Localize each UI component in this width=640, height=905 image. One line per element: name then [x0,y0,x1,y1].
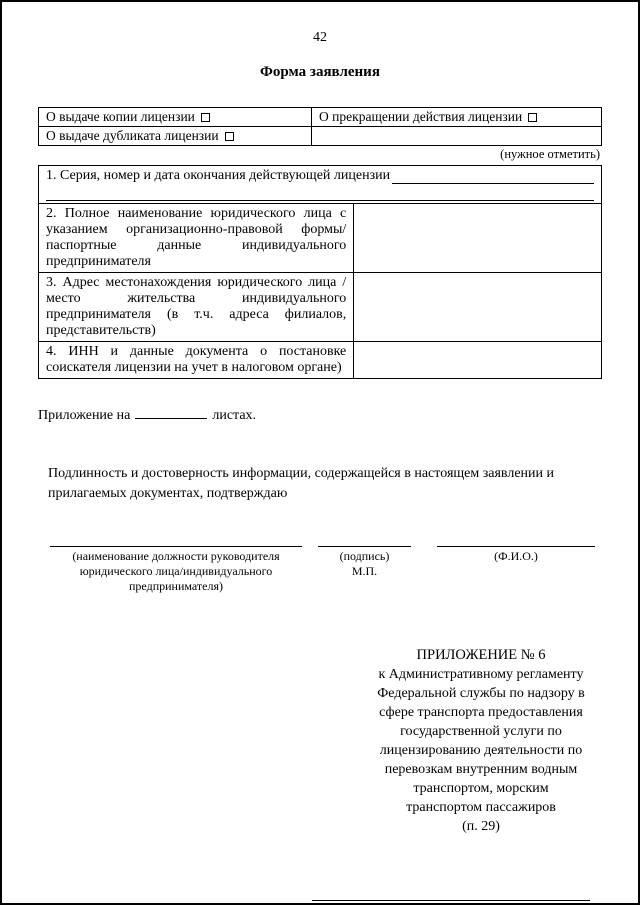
option-duplicate-label: О выдаче дубликата лицензии [46,128,219,143]
appendix-line: лицензированию деятельности по [379,743,583,758]
signature-block-name [437,546,595,594]
appendix-title: ПРИЛОЖЕНИЕ № 6 [416,647,546,663]
form-title: Форма заявления [260,64,380,80]
bottom-blank-line[interactable] [312,900,590,901]
signature-block-sign [318,546,411,594]
table-row [39,342,602,379]
checkbox-copy-license[interactable] [201,113,210,122]
option-copy-cell [39,108,312,127]
application-fields-table [38,165,602,379]
table-row [39,204,602,273]
field-license-series-label: 1. Серия, номер и дата окончания действующей лицензии [46,168,391,183]
blank-fill-line[interactable] [392,169,594,184]
appendix-line: транспортом, морским [413,781,549,796]
table-row [39,108,602,127]
signature-line-name[interactable] [437,546,595,547]
table-row [39,273,602,342]
checkbox-termination-license[interactable] [528,113,537,122]
appendix-line: перевозкам внутренним водным [384,762,578,777]
field-label-address: 3. Адрес местонахождения юридического лица / место жительства индивидуального предпринимателя (в т.ч. адреса филиалов, представительств) [39,273,354,342]
attachment-suffix: листах. [212,408,257,423]
field-label-inn: 4. ИНН и данные документа о постановке соискателя лицензии на учет в налоговом органе) [39,342,354,379]
page-number: 42 [313,30,327,45]
option-termination-cell [312,108,602,127]
field-value-inn[interactable] [354,342,602,379]
license-options-table [38,107,602,146]
stamp-label: М.П. [351,564,378,578]
appendix-line: государственной услуги по [400,724,562,739]
table-row [39,166,602,204]
signature-block-position [50,546,302,594]
sheets-count-blank[interactable] [135,405,207,419]
sign-caption: (подпись) [339,549,390,563]
position-caption: (наименование должности руководителя юридического лица/индивидуального предпринимателя) [72,549,280,593]
empty-cell [312,127,602,146]
signature-line-sign[interactable] [318,546,411,547]
table-row [39,127,602,146]
blank-fill-line[interactable] [46,184,594,201]
appendix-line: Федеральной службы по надзору в [377,686,585,701]
checkbox-duplicate-license[interactable] [225,132,234,141]
name-caption: (Ф.И.О.) [494,549,538,563]
appendix-line: транспортом пассажиров [406,800,556,815]
option-duplicate-cell [39,127,312,146]
appendix-line: (п. 29) [462,819,500,834]
appendix-block [360,646,602,836]
note-mark-required: (нужное отметить) [500,147,600,161]
signature-line-position[interactable] [50,546,302,547]
attachment-prefix: Приложение на [38,408,131,423]
field-value-address[interactable] [354,273,602,342]
field-value-org-name[interactable] [354,204,602,273]
option-copy-label: О выдаче копии лицензии [46,109,195,124]
declaration-text: Подлинность и достоверность информации, содержащейся в настоящем заявлении и прилагаемых документах, подтверждаю [48,466,555,501]
attachment-line [38,405,602,424]
option-termination-label: О прекращении действия лицензии [319,109,523,124]
field-license-series-cell [39,166,602,204]
signature-section [38,546,602,594]
field-label-org-name: 2. Полное наименование юридического лица с указанием организационно-правовой формы/паспортные данные индивидуального предпринимателя [39,204,354,273]
appendix-line: к Административному регламенту [378,667,584,682]
appendix-line: сфере транспорта предоставления [379,705,583,720]
